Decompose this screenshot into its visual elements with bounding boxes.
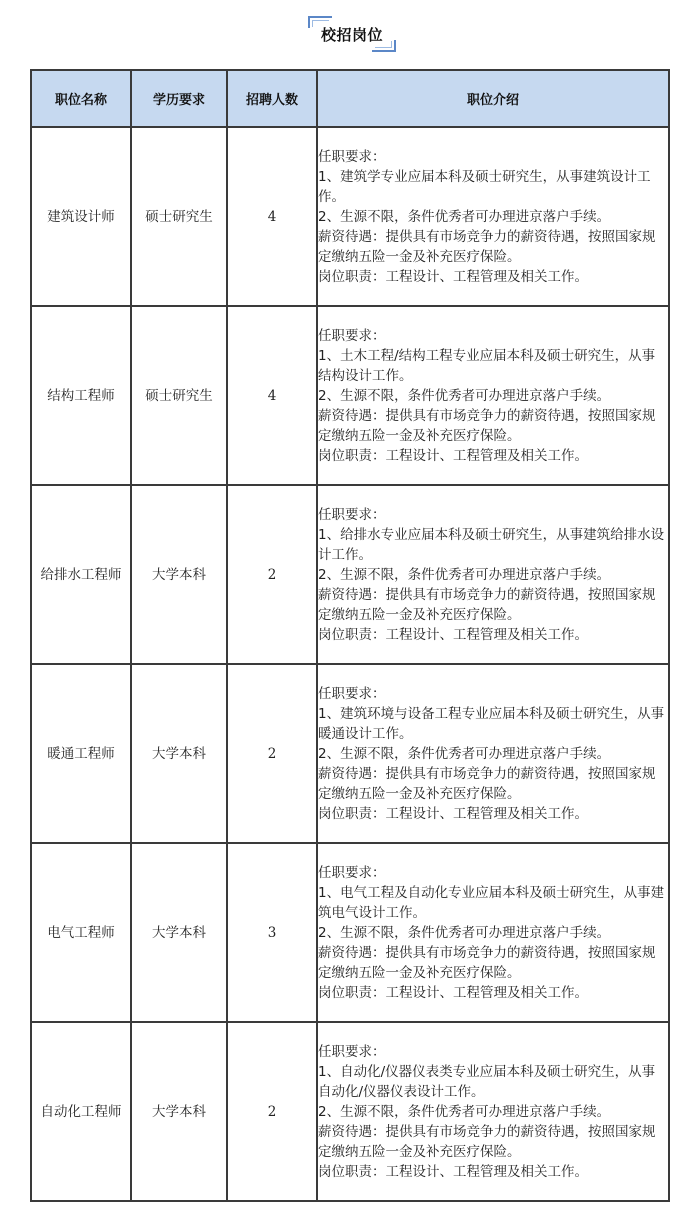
table-row [31, 485, 669, 664]
headcount: 2 [227, 485, 317, 664]
position-description [317, 306, 669, 485]
desc-line: 任职要求： [318, 506, 386, 523]
position-name: 暖通工程师 [31, 664, 131, 843]
headcount: 4 [227, 127, 317, 306]
desc-line: 2、生源不限，条件优秀者可办理进京落户手续。 [318, 745, 611, 762]
education-requirement: 硕士研究生 [131, 127, 227, 306]
table-row [31, 1022, 669, 1201]
position-description [317, 127, 669, 306]
desc-line: 薪资待遇：提供具有市场竞争力的薪资待遇，按照国家规定缴纳五险一金及补充医疗保险。 [318, 586, 656, 623]
education-requirement: 大学本科 [131, 843, 227, 1022]
position-description [317, 1022, 669, 1201]
education-requirement: 大学本科 [131, 485, 227, 664]
page-header [0, 14, 700, 54]
desc-line: 岗位职责：工程设计、工程管理及相关工作。 [318, 805, 588, 822]
desc-line: 薪资待遇：提供具有市场竞争力的薪资待遇，按照国家规定缴纳五险一金及补充医疗保险。 [318, 765, 656, 802]
table-row [31, 664, 669, 843]
table-row [31, 127, 669, 306]
desc-line: 岗位职责：工程设计、工程管理及相关工作。 [318, 447, 588, 464]
desc-line: 任职要求： [318, 864, 386, 881]
position-description [317, 843, 669, 1022]
desc-line: 1、电气工程及自动化专业应届本科及硕士研究生，从事建筑电气设计工作。 [318, 884, 665, 921]
desc-line: 2、生源不限，条件优秀者可办理进京落户手续。 [318, 924, 611, 941]
desc-line: 薪资待遇：提供具有市场竞争力的薪资待遇，按照国家规定缴纳五险一金及补充医疗保险。 [318, 228, 656, 265]
header-description: 职位介绍 [317, 70, 669, 127]
headcount: 4 [227, 306, 317, 485]
table-header-row [31, 70, 669, 127]
desc-line: 1、自动化/仪器仪表类专业应届本科及硕士研究生，从事自动化/仪器仪表设计工作。 [318, 1063, 656, 1100]
title-frame [308, 16, 396, 52]
position-description [317, 485, 669, 664]
position-name: 建筑设计师 [31, 127, 131, 306]
desc-line: 2、生源不限，条件优秀者可办理进京落户手续。 [318, 1103, 611, 1120]
header-position-name: 职位名称 [31, 70, 131, 127]
position-name: 给排水工程师 [31, 485, 131, 664]
table-row [31, 843, 669, 1022]
desc-line: 任职要求： [318, 148, 386, 165]
desc-line: 2、生源不限，条件优秀者可办理进京落户手续。 [318, 208, 611, 225]
page-title: 校招岗位 [320, 26, 383, 44]
position-name: 结构工程师 [31, 306, 131, 485]
desc-line: 1、建筑学专业应届本科及硕士研究生，从事建筑设计工作。 [318, 168, 651, 205]
desc-line: 1、给排水专业应届本科及硕士研究生，从事建筑给排水设计工作。 [318, 526, 665, 563]
desc-line: 2、生源不限，条件优秀者可办理进京落户手续。 [318, 566, 611, 583]
education-requirement: 硕士研究生 [131, 306, 227, 485]
position-name: 电气工程师 [31, 843, 131, 1022]
desc-line: 薪资待遇：提供具有市场竞争力的薪资待遇，按照国家规定缴纳五险一金及补充医疗保险。 [318, 944, 656, 981]
headcount: 2 [227, 664, 317, 843]
position-name: 自动化工程师 [31, 1022, 131, 1201]
desc-line: 1、建筑环境与设备工程专业应届本科及硕士研究生，从事暖通设计工作。 [318, 705, 665, 742]
education-requirement: 大学本科 [131, 664, 227, 843]
header-education: 学历要求 [131, 70, 227, 127]
education-requirement: 大学本科 [131, 1022, 227, 1201]
desc-line: 薪资待遇：提供具有市场竞争力的薪资待遇，按照国家规定缴纳五险一金及补充医疗保险。 [318, 1123, 656, 1160]
position-description [317, 664, 669, 843]
table-row [31, 306, 669, 485]
desc-line: 薪资待遇：提供具有市场竞争力的薪资待遇，按照国家规定缴纳五险一金及补充医疗保险。 [318, 407, 656, 444]
desc-line: 任职要求： [318, 685, 386, 702]
desc-line: 任职要求： [318, 327, 386, 344]
headcount: 2 [227, 1022, 317, 1201]
desc-line: 岗位职责：工程设计、工程管理及相关工作。 [318, 984, 588, 1001]
desc-line: 岗位职责：工程设计、工程管理及相关工作。 [318, 626, 588, 643]
header-headcount: 招聘人数 [227, 70, 317, 127]
desc-line: 2、生源不限，条件优秀者可办理进京落户手续。 [318, 387, 611, 404]
positions-table [30, 69, 670, 1202]
desc-line: 1、土木工程/结构工程专业应届本科及硕士研究生，从事结构设计工作。 [318, 347, 656, 384]
desc-line: 任职要求： [318, 1043, 386, 1060]
headcount: 3 [227, 843, 317, 1022]
desc-line: 岗位职责：工程设计、工程管理及相关工作。 [318, 1163, 588, 1180]
desc-line: 岗位职责：工程设计、工程管理及相关工作。 [318, 268, 588, 285]
